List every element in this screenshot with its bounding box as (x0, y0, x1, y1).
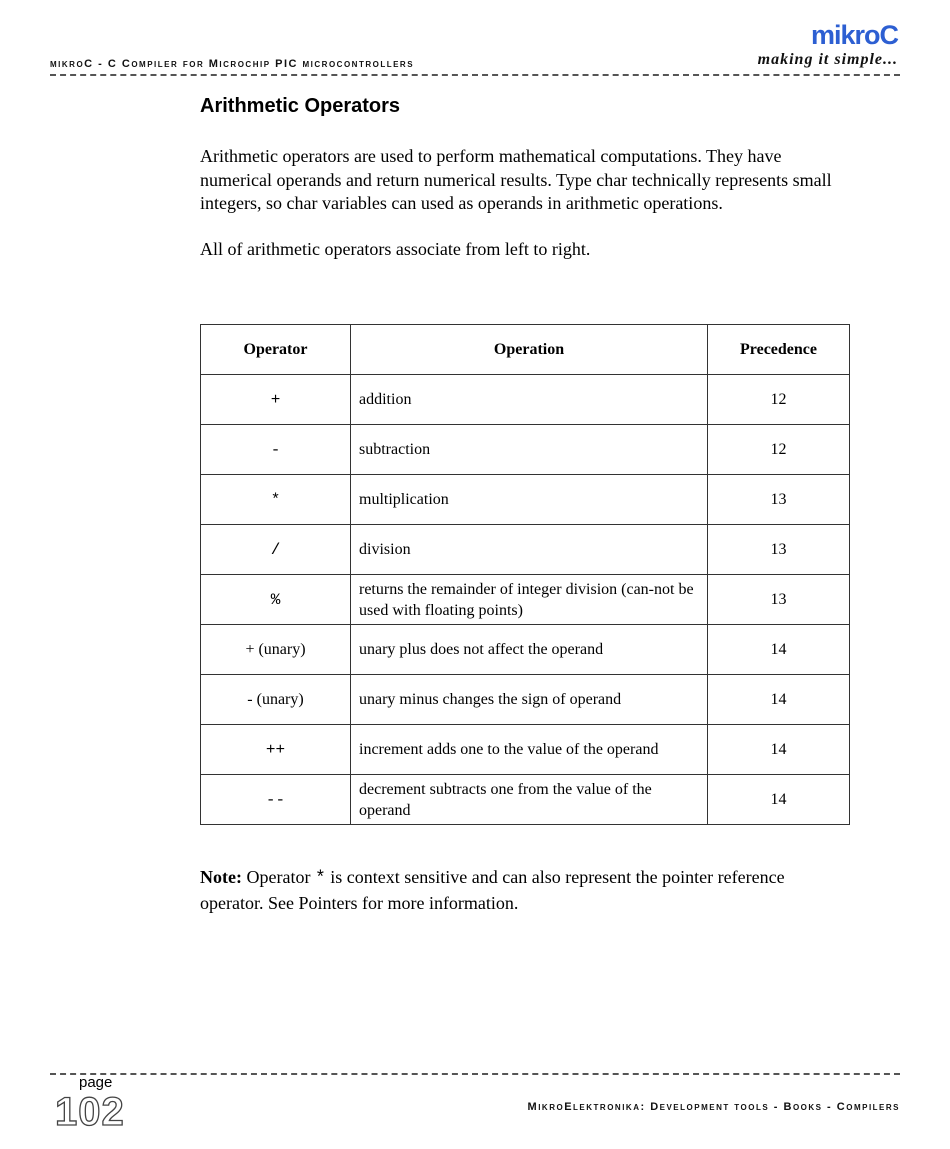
operation-cell: increment adds one to the value of the operand (351, 725, 708, 775)
operation-cell: division (351, 525, 708, 575)
precedence-cell: 14 (708, 625, 850, 675)
operation-cell: decrement subtracts one from the value of the operand (351, 775, 708, 825)
table-row (201, 425, 850, 475)
table-row (201, 725, 850, 775)
footer-divider (50, 1073, 900, 1075)
running-header-title: mikroC - C Compiler for Microchip PIC microcontrollers (50, 58, 415, 70)
brand-tagline: making it simple... (757, 51, 898, 68)
operation-cell: multiplication (351, 475, 708, 525)
section-title: Arithmetic Operators (200, 95, 401, 117)
table-row (201, 375, 850, 425)
precedence-cell: 12 (708, 425, 850, 475)
operation-cell: subtraction (351, 425, 708, 475)
table-row (201, 575, 850, 625)
table-row (201, 775, 850, 825)
precedence-cell: 13 (708, 525, 850, 575)
operator-cell: * (201, 475, 351, 525)
operation-cell: addition (351, 375, 708, 425)
page-label: page (79, 1074, 113, 1091)
column-header-precedence: Precedence (708, 325, 850, 375)
operation-cell: unary plus does not affect the operand (351, 625, 708, 675)
table-header-row (201, 325, 850, 375)
associativity-paragraph: All of arithmetic operators associate from left to right. (200, 239, 591, 259)
note-label: Note: (200, 867, 242, 887)
operator-cell: - (unary) (201, 675, 351, 725)
precedence-cell: 14 (708, 675, 850, 725)
table-row (201, 625, 850, 675)
note-text-pre: Operator (246, 867, 311, 887)
note-operator-symbol: * (314, 869, 326, 889)
column-header-operation: Operation (351, 325, 708, 375)
operation-cell: returns the remainder of integer division (can-not be used with floating points) (351, 575, 708, 625)
table-row (201, 475, 850, 525)
table-row (201, 525, 850, 575)
precedence-cell: 14 (708, 725, 850, 775)
precedence-cell: 13 (708, 575, 850, 625)
operator-cell: + (201, 375, 351, 425)
note-paragraph (200, 866, 850, 915)
precedence-cell: 12 (708, 375, 850, 425)
column-header-operator: Operator (201, 325, 351, 375)
page-number: 102 (55, 1090, 125, 1134)
operator-cell: -- (201, 775, 351, 825)
table-row (201, 675, 850, 725)
brand-logo: mikroC (810, 20, 898, 50)
operator-cell: ++ (201, 725, 351, 775)
operator-cell: + (unary) (201, 625, 351, 675)
precedence-cell: 13 (708, 475, 850, 525)
operator-cell: - (201, 425, 351, 475)
intro-paragraph: Arithmetic operators are used to perform mathematical computations. They have numerical operands and return numerical results. Type char technically represents small integers, so char variables can used as operands in arithmetic operations. (200, 146, 832, 213)
operator-cell: / (201, 525, 351, 575)
operator-cell: % (201, 575, 351, 625)
operation-cell: unary minus changes the sign of operand (351, 675, 708, 725)
note-text-post: is context sensitive and can also represent the pointer reference operator. See Pointers for more information. (200, 867, 785, 913)
precedence-cell: 14 (708, 775, 850, 825)
header-divider (50, 74, 900, 76)
operators-table (200, 324, 850, 825)
footer-publisher: MikroElektronika: Development tools - Books - Compilers (527, 1101, 900, 1113)
